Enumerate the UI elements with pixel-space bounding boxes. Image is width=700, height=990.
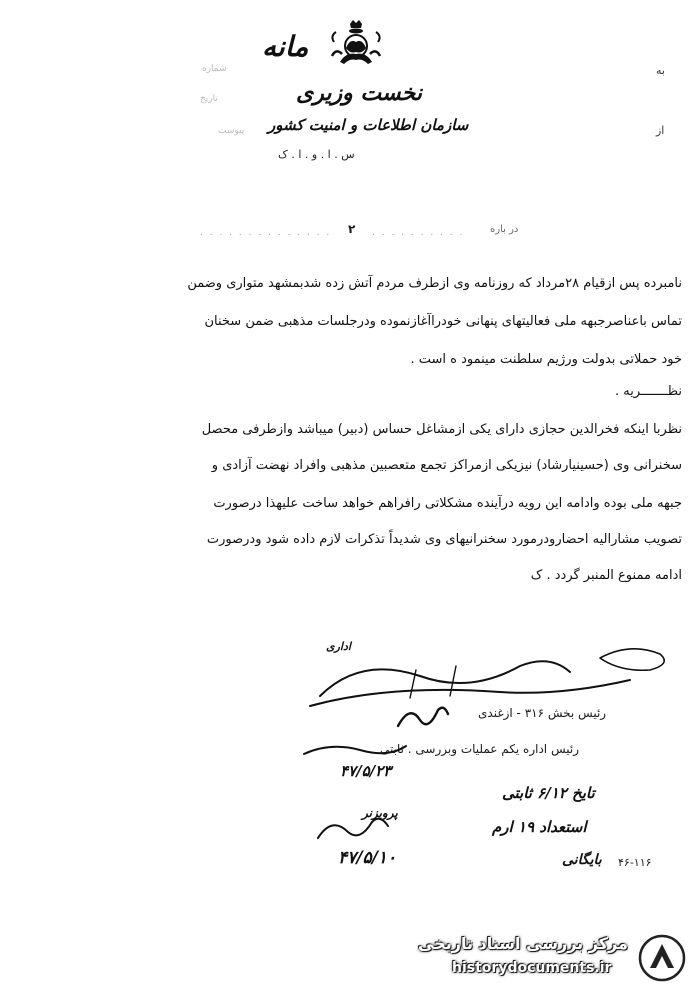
watermark-logo-icon (636, 932, 688, 984)
signature-scrawl (300, 636, 680, 736)
handwritten-note-3: بایگانی (562, 852, 602, 868)
body-line: نامبرده پس ازقیام ۲۸مرداد که روزنامه وی ازطرف مردم آتش زده شدبمشهد متواری وضمن (187, 276, 682, 291)
handwritten-date-2: ۴۷/۵/۱۰ (338, 848, 397, 868)
margin-date-label: تاریخ (200, 94, 218, 104)
margin-from-label: از (656, 124, 665, 137)
subject-dots: . . . . . . . . . . . . . . (200, 228, 332, 238)
body-line: جبهه ملی بوده وادامه این رویه درآینده مشکلاتی رافراهم خواهد ساخت علیهذا درصورت (213, 496, 682, 511)
department-signature-line: رئیس اداره یکم عملیات وبررسی . ثابتی (380, 742, 580, 756)
about-label: در باره (490, 224, 519, 235)
handwritten-signature-name: پرویزنر (362, 806, 398, 820)
note-box-label: اداری (326, 640, 351, 653)
watermark-organization: مرکز بررسی اسناد تاریخی (418, 934, 628, 953)
letterhead-organization: سازمان اطلاعات و امنیت کشور (268, 116, 469, 134)
chief-signature-line: رئیس بخش ۳۱۶ - ازغندی (478, 706, 607, 720)
letterhead-code: س . ا . و . ا . ک (278, 148, 355, 161)
handwritten-note-1: تایخ ۶/۱۲ ثابتی (502, 784, 595, 802)
body-line: نظربا اینکه فخرالدین حجازی دارای یکی ازمشاغل حساس (دبیر) میباشد وازطرفی محصل (201, 422, 682, 437)
watermark-url: historydocuments.ir (452, 960, 612, 976)
section-heading: نظـــــــریه . (615, 384, 682, 399)
body-line: سخنرانی وی (حسینیارشاد) نیزیکی ازمراکز تجمع متعصبین مذهبی وافراد نهضت آزادی و (211, 458, 682, 473)
document-reference: ۴۶-۱۱۶ (618, 856, 652, 869)
initial-signature (392, 700, 452, 736)
body-line: تماس باعناصرجبهه ملی فعالیتهای پنهانی خودراآغازنموده ودرجلسات مذهبی ضمن سخنان (204, 314, 682, 329)
margin-number-label: شماره (202, 64, 227, 74)
body-line: ادامه ممنوع المنبر گردد . ک (530, 568, 682, 583)
body-line: خود حملاتی بدولت ورژیم سلطنت مینمود ه است . (410, 352, 682, 367)
letterhead-title: مانه (262, 30, 309, 63)
page-number: ۲ (348, 222, 356, 236)
margin-attachment-label: پیوست (218, 126, 245, 136)
subject-dots-2: . . . . . . . . . . (372, 228, 465, 238)
body-line: تصویب مشارالیه احضارودرمورد سخنرانیهای وی شدیداً تذکرات لازم داده شود ودرصورت (206, 532, 682, 547)
letterhead-subtitle: نخست وزیری (296, 80, 422, 106)
margin-to-label: به (656, 64, 665, 77)
lower-signature (312, 808, 392, 848)
handwritten-note-2: استعداد ۱۹ ارم (492, 818, 587, 836)
handwritten-date-1: ۴۷/۵/۲۳ (340, 762, 392, 780)
lion-and-sun-emblem-icon (326, 18, 386, 72)
